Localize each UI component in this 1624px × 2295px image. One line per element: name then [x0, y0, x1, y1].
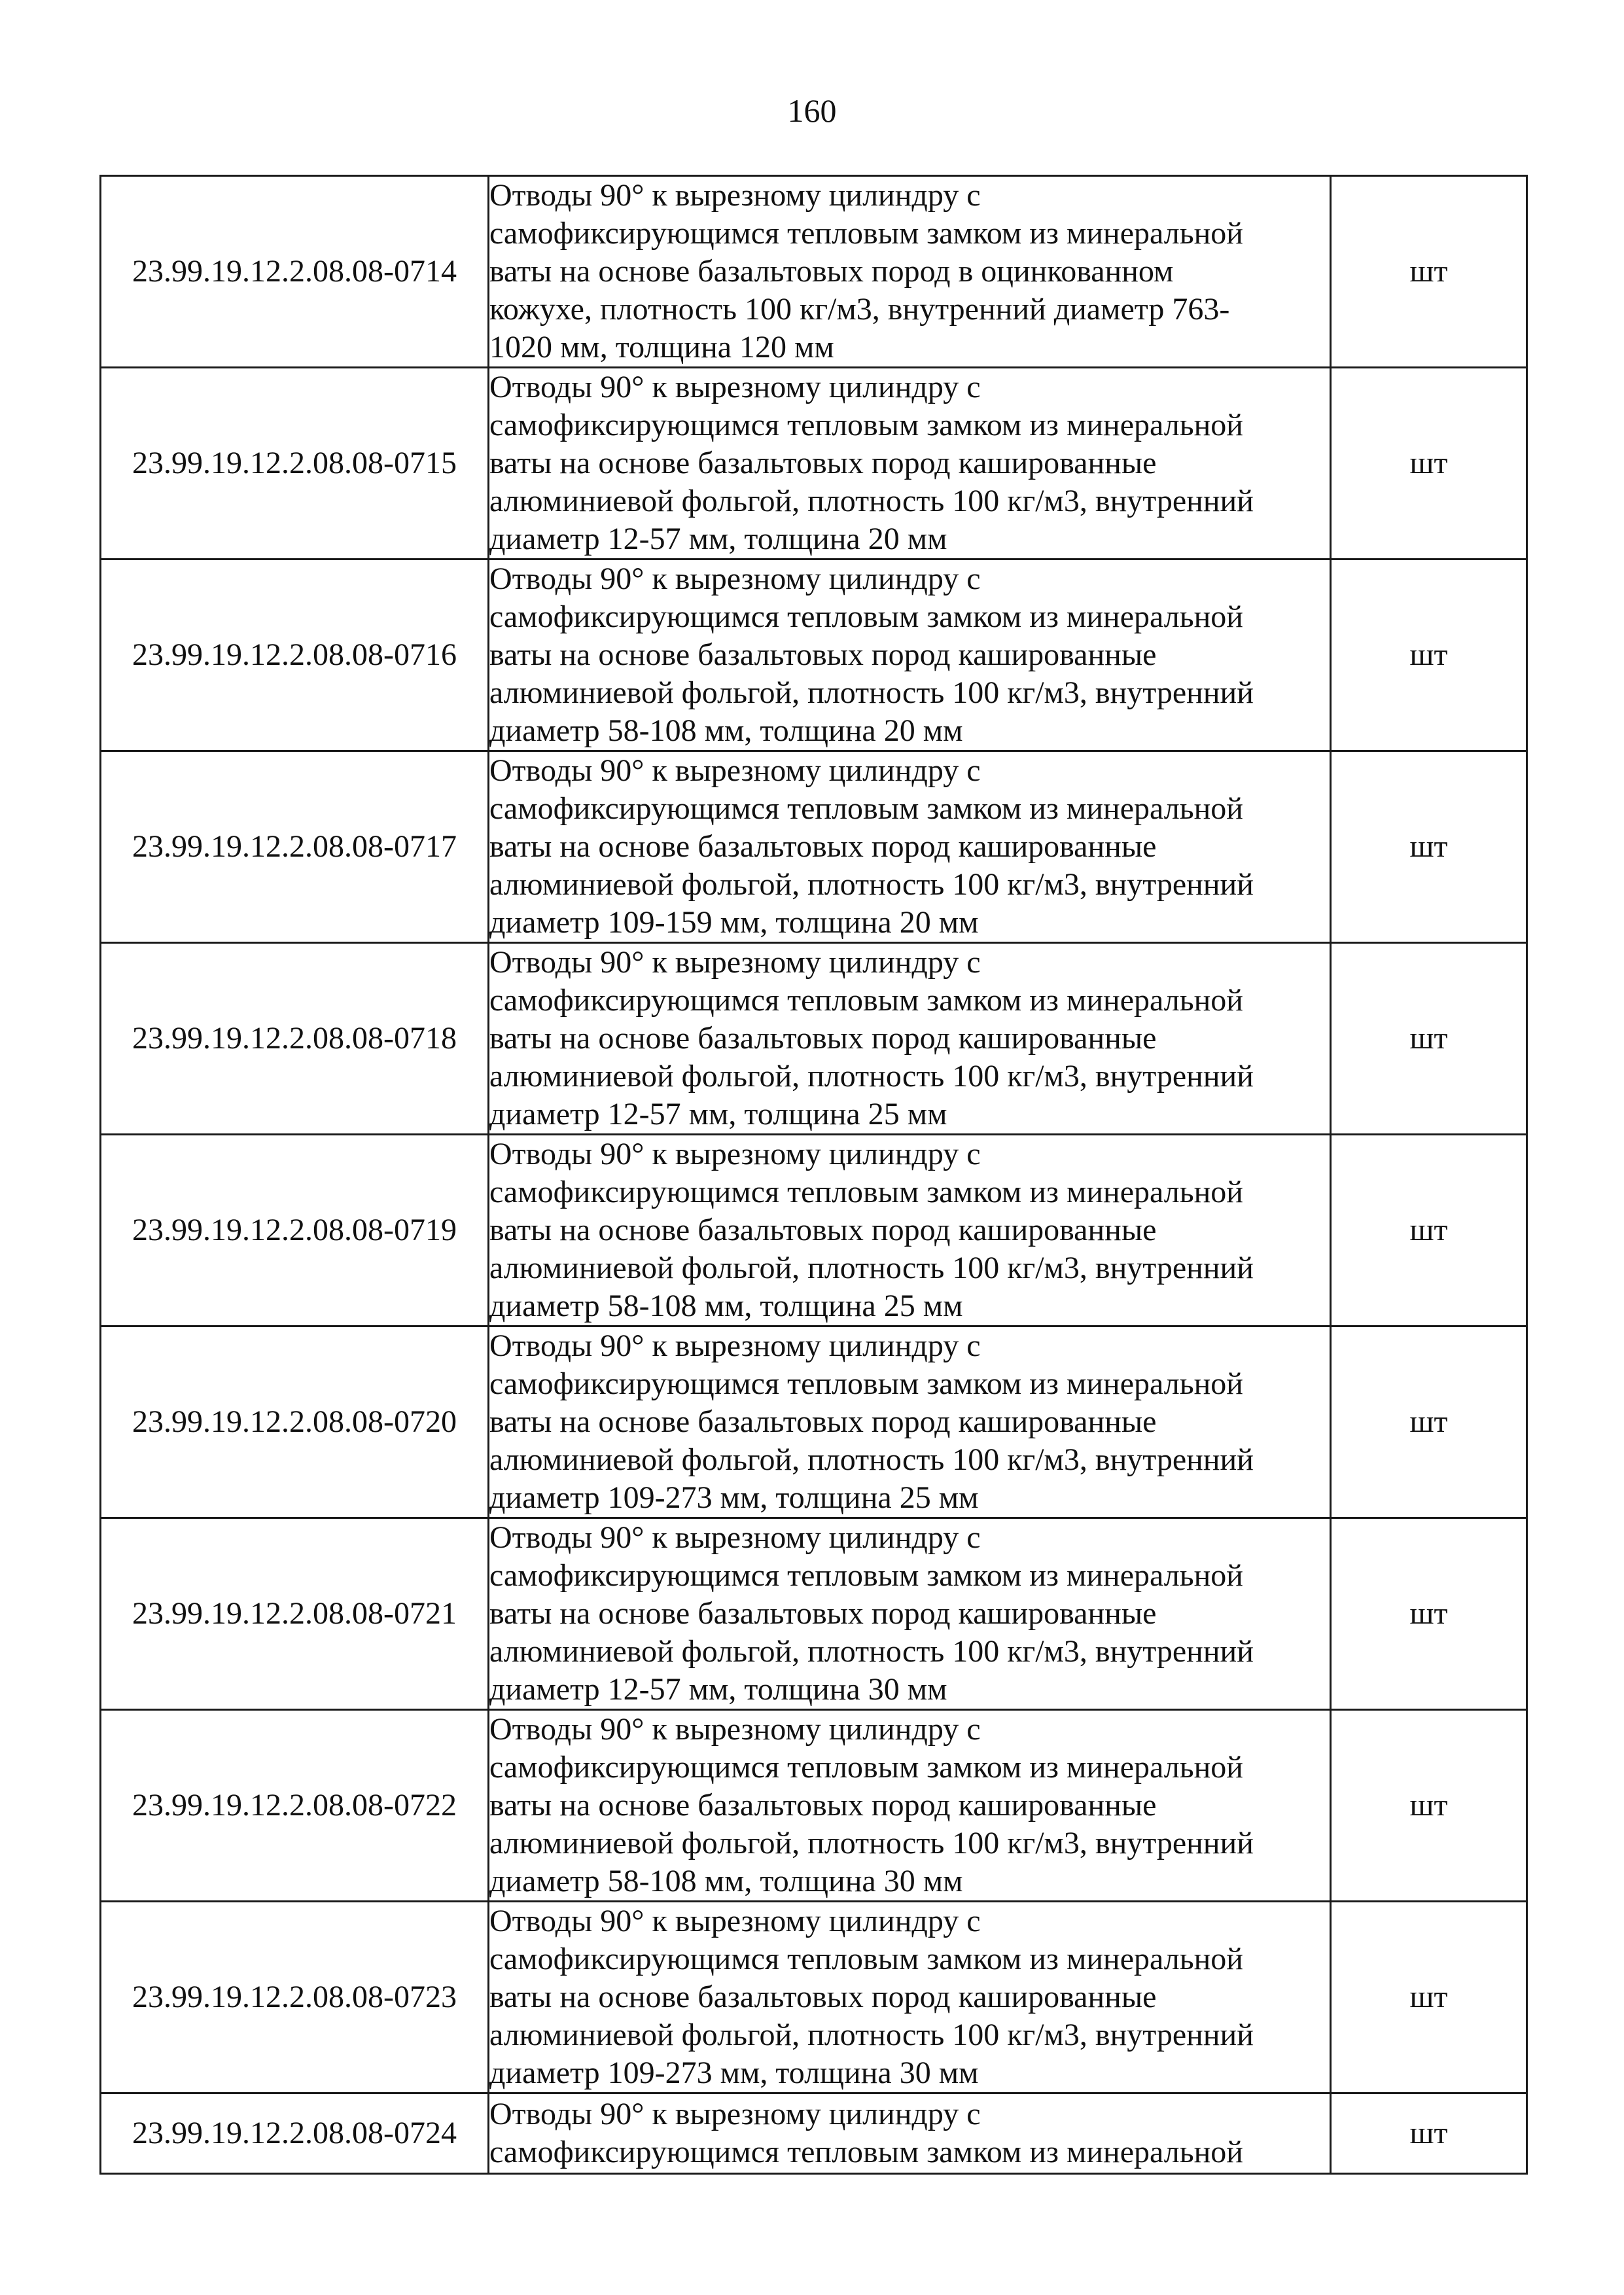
description-line: самофиксирующимся тепловым замком из минеральной: [489, 2135, 1243, 2169]
description-line: алюминиевой фольгой, плотность 100 кг/м3, внутренний: [489, 867, 1254, 902]
description-line: Отводы 90° к вырезному цилиндру с: [489, 1328, 981, 1363]
table-row: [101, 176, 1527, 368]
description-line: алюминиевой фольгой, плотность 100 кг/м3, внутренний: [489, 1442, 1254, 1477]
item-description: [489, 1710, 1331, 1902]
item-code: 23.99.19.12.2.08.08-0722: [101, 1710, 489, 1902]
description-line: Отводы 90° к вырезному цилиндру с: [489, 178, 981, 213]
item-unit: шт: [1331, 176, 1527, 368]
description-lines: [489, 2095, 1330, 2171]
item-unit: шт: [1331, 1710, 1527, 1902]
description-lines: [489, 368, 1330, 558]
item-description: [489, 368, 1331, 560]
item-description: [489, 176, 1331, 368]
description-line: самофиксирующимся тепловым замком из минеральной: [489, 599, 1243, 634]
item-code: 23.99.19.12.2.08.08-0719: [101, 1135, 489, 1326]
description-line: самофиксирующимся тепловым замком из минеральной: [489, 1750, 1243, 1785]
description-line: самофиксирующимся тепловым замком из минеральной: [489, 1558, 1243, 1593]
description-line: ваты на основе базальтовых пород кашированные: [489, 1021, 1157, 1056]
description-line: Отводы 90° к вырезному цилиндру с: [489, 2097, 981, 2131]
item-code: 23.99.19.12.2.08.08-0720: [101, 1326, 489, 1518]
description-line: самофиксирующимся тепловым замком из минеральной: [489, 1175, 1243, 1209]
description-line: ваты на основе базальтовых пород кашированные: [489, 1596, 1157, 1631]
table-row: [101, 1902, 1527, 2093]
table-row: [101, 751, 1527, 943]
description-line: диаметр 58-108 мм, толщина 30 мм: [489, 1864, 963, 1898]
description-line: диаметр 109-273 мм, толщина 30 мм: [489, 2055, 979, 2090]
description-line: алюминиевой фольгой, плотность 100 кг/м3, внутренний: [489, 1059, 1254, 1094]
price-table: [99, 175, 1528, 2175]
description-line: алюминиевой фольгой, плотность 100 кг/м3, внутренний: [489, 484, 1254, 518]
description-line: диаметр 109-159 мм, толщина 20 мм: [489, 905, 979, 940]
description-line: самофиксирующимся тепловым замком из минеральной: [489, 983, 1243, 1018]
description-line: 1020 мм, толщина 120 мм: [489, 330, 834, 365]
description-lines: [489, 1135, 1330, 1325]
description-line: ваты на основе базальтовых пород в оцинкованном: [489, 254, 1174, 289]
description-line: самофиксирующимся тепловым замком из минеральной: [489, 1942, 1243, 1976]
description-line: ваты на основе базальтовых пород кашированные: [489, 1788, 1157, 1823]
description-lines: [489, 560, 1330, 750]
item-code: 23.99.19.12.2.08.08-0718: [101, 943, 489, 1135]
table-row: [101, 943, 1527, 1135]
table-row: [101, 2093, 1527, 2174]
description-line: диаметр 58-108 мм, толщина 20 мм: [489, 713, 963, 748]
description-line: Отводы 90° к вырезному цилиндру с: [489, 370, 981, 404]
description-line: Отводы 90° к вырезному цилиндру с: [489, 945, 981, 980]
description-lines: [489, 177, 1330, 366]
table-row: [101, 1326, 1527, 1518]
description-line: алюминиевой фольгой, плотность 100 кг/м3, внутренний: [489, 1826, 1254, 1860]
item-description: [489, 1902, 1331, 2093]
description-line: Отводы 90° к вырезному цилиндру с: [489, 753, 981, 788]
description-line: Отводы 90° к вырезному цилиндру с: [489, 1712, 981, 1747]
item-unit: шт: [1331, 368, 1527, 560]
item-description: [489, 1135, 1331, 1326]
table-row: [101, 1518, 1527, 1710]
table-row: [101, 1710, 1527, 1902]
description-lines: [489, 1327, 1330, 1517]
item-code: 23.99.19.12.2.08.08-0715: [101, 368, 489, 560]
item-description: [489, 2093, 1331, 2174]
description-line: самофиксирующимся тепловым замком из минеральной: [489, 1366, 1243, 1401]
description-line: ваты на основе базальтовых пород кашированные: [489, 1980, 1157, 2014]
description-line: Отводы 90° к вырезному цилиндру с: [489, 1137, 981, 1171]
description-line: диаметр 58-108 мм, толщина 25 мм: [489, 1289, 963, 1323]
item-code: 23.99.19.12.2.08.08-0717: [101, 751, 489, 943]
description-lines: [489, 1711, 1330, 1900]
table-row: [101, 1135, 1527, 1326]
description-line: диаметр 12-57 мм, толщина 25 мм: [489, 1097, 947, 1131]
description-line: алюминиевой фольгой, плотность 100 кг/м3, внутренний: [489, 675, 1254, 710]
description-line: ваты на основе базальтовых пород кашированные: [489, 446, 1157, 480]
table-row: [101, 560, 1527, 751]
description-line: алюминиевой фольгой, плотность 100 кг/м3, внутренний: [489, 2018, 1254, 2052]
item-description: [489, 1326, 1331, 1518]
item-code: 23.99.19.12.2.08.08-0714: [101, 176, 489, 368]
description-line: самофиксирующимся тепловым замком из минеральной: [489, 791, 1243, 826]
description-line: алюминиевой фольгой, плотность 100 кг/м3, внутренний: [489, 1634, 1254, 1669]
item-unit: шт: [1331, 751, 1527, 943]
item-unit: шт: [1331, 1518, 1527, 1710]
item-description: [489, 751, 1331, 943]
description-line: Отводы 90° к вырезному цилиндру с: [489, 1520, 981, 1555]
description-line: диаметр 109-273 мм, толщина 25 мм: [489, 1480, 979, 1515]
item-unit: шт: [1331, 1326, 1527, 1518]
description-line: Отводы 90° к вырезному цилиндру с: [489, 1904, 981, 1938]
item-unit: шт: [1331, 560, 1527, 751]
description-line: диаметр 12-57 мм, толщина 30 мм: [489, 1672, 947, 1707]
description-line: Отводы 90° к вырезному цилиндру с: [489, 561, 981, 596]
item-description: [489, 943, 1331, 1135]
description-lines: [489, 1519, 1330, 1709]
item-code: 23.99.19.12.2.08.08-0716: [101, 560, 489, 751]
item-code: 23.99.19.12.2.08.08-0724: [101, 2093, 489, 2174]
description-lines: [489, 752, 1330, 942]
description-line: диаметр 12-57 мм, толщина 20 мм: [489, 522, 947, 556]
description-lines: [489, 1902, 1330, 2092]
description-line: ваты на основе базальтовых пород кашированные: [489, 637, 1157, 672]
page-number: 160: [787, 92, 837, 129]
table-row: [101, 368, 1527, 560]
item-unit: шт: [1331, 1902, 1527, 2093]
item-code: 23.99.19.12.2.08.08-0723: [101, 1902, 489, 2093]
item-description: [489, 1518, 1331, 1710]
item-unit: шт: [1331, 2093, 1527, 2174]
description-line: алюминиевой фольгой, плотность 100 кг/м3, внутренний: [489, 1251, 1254, 1285]
description-line: ваты на основе базальтовых пород кашированные: [489, 1213, 1157, 1247]
item-unit: шт: [1331, 943, 1527, 1135]
item-unit: шт: [1331, 1135, 1527, 1326]
item-description: [489, 560, 1331, 751]
description-line: кожухе, плотность 100 кг/м3, внутренний диаметр 763-: [489, 292, 1230, 327]
description-line: ваты на основе базальтовых пород кашированные: [489, 829, 1157, 864]
description-line: самофиксирующимся тепловым замком из минеральной: [489, 408, 1243, 442]
description-lines: [489, 944, 1330, 1133]
table-body: [101, 176, 1527, 2174]
description-line: ваты на основе базальтовых пород кашированные: [489, 1404, 1157, 1439]
description-line: самофиксирующимся тепловым замком из минеральной: [489, 216, 1243, 251]
item-code: 23.99.19.12.2.08.08-0721: [101, 1518, 489, 1710]
